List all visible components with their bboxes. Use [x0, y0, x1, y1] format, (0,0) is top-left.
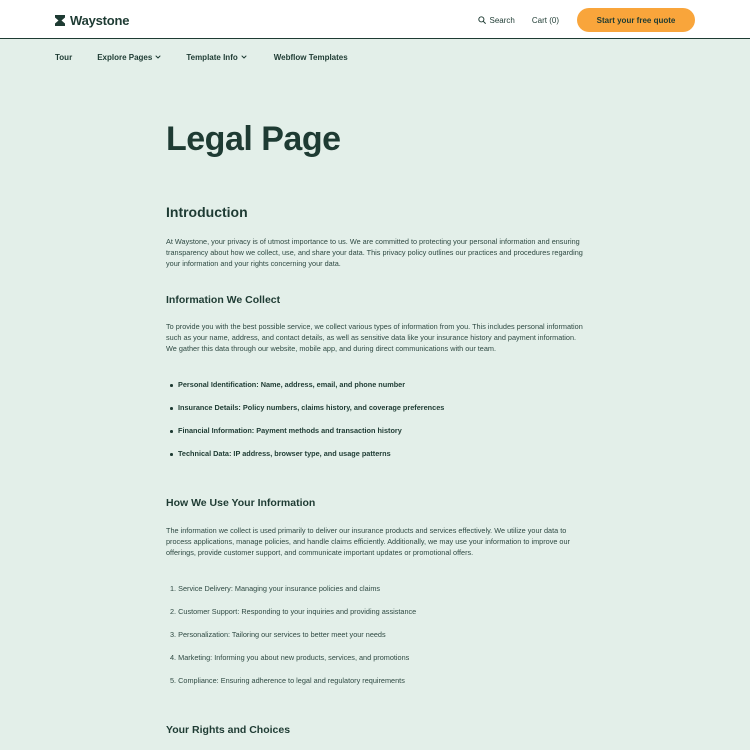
free-quote-button[interactable]: Start your free quote [577, 8, 695, 32]
nav-item-label: Tour [55, 52, 73, 62]
nav-item-label: Explore Pages [97, 52, 153, 62]
search-icon [478, 16, 486, 24]
list-item: 4. Marketing: Informing you about new products, services, and promotions [170, 653, 410, 662]
secondary-nav [55, 52, 373, 62]
list-item: Technical Data: IP address, browser type, and usage patterns [166, 448, 444, 471]
brand-logo[interactable] [55, 12, 129, 28]
nav-item-explore-pages[interactable] [97, 53, 161, 62]
brand-name: Waystone [70, 12, 130, 28]
information-collect-heading: Information We Collect [166, 294, 281, 306]
how-we-use-text: The information we collect is used primarily to deliver our insurance products and services effectively. We utilize your data to process applications, manage policies, and handle claims efficiently. Additionally, we may use your information to improve our offerings, provide customer support, and communicate important updates or promotional offers. [166, 526, 570, 558]
list-item: Personal Identification: Name, address, email, and phone number [166, 379, 444, 402]
nav-item-tour[interactable] [55, 53, 72, 62]
list-item: 2. Customer Support: Responding to your inquiries and providing assistance [170, 607, 417, 616]
search-button[interactable] [478, 16, 515, 25]
cart-button[interactable]: Cart (0) [531, 15, 559, 25]
nav-item-label: Template Info [186, 52, 238, 62]
page-title: Legal Page [166, 120, 341, 158]
site-header [0, 0, 750, 39]
chevron-down-icon [241, 54, 247, 60]
rights-choices-heading: Your Rights and Choices [166, 724, 291, 736]
information-collect-text: To provide you with the best possible service, we collect various types of information from you. This includes personal information such as your name, address, and contact details, as well as sensitive data like your insurance history and payment information. We gather this data through our website, mobile app, and during direct communications with our team. [166, 322, 583, 354]
introduction-heading: Introduction [166, 204, 248, 220]
introduction-text: At Waystone, your privacy is of utmost importance to us. We are committed to protecting your personal information and ensuring transparency about how we collect, use, and share your data. This privacy policy outlines our practices and procedures regarding your information and your rights concerning your data. [166, 237, 583, 269]
list-item: Financial Information: Payment methods and transaction history [166, 425, 444, 448]
search-label: Search [489, 15, 515, 25]
hourglass-logo-icon [55, 15, 65, 26]
nav-item-template-info[interactable] [186, 53, 246, 62]
chevron-down-icon [155, 54, 161, 60]
how-we-use-list [166, 583, 416, 698]
information-collect-list [166, 379, 444, 471]
nav-item-webflow-templates[interactable] [274, 53, 348, 62]
list-item: Insurance Details: Policy numbers, claims history, and coverage preferences [166, 402, 444, 425]
list-item: 3. Personalization: Tailoring our services to better meet your needs [170, 630, 386, 639]
list-item: 5. Compliance: Ensuring adherence to legal and regulatory requirements [170, 676, 405, 685]
header-actions [478, 8, 695, 32]
how-we-use-heading: How We Use Your Information [166, 497, 316, 509]
list-item: 1. Service Delivery: Managing your insurance policies and claims [170, 584, 381, 593]
nav-item-label: Webflow Templates [273, 52, 348, 62]
